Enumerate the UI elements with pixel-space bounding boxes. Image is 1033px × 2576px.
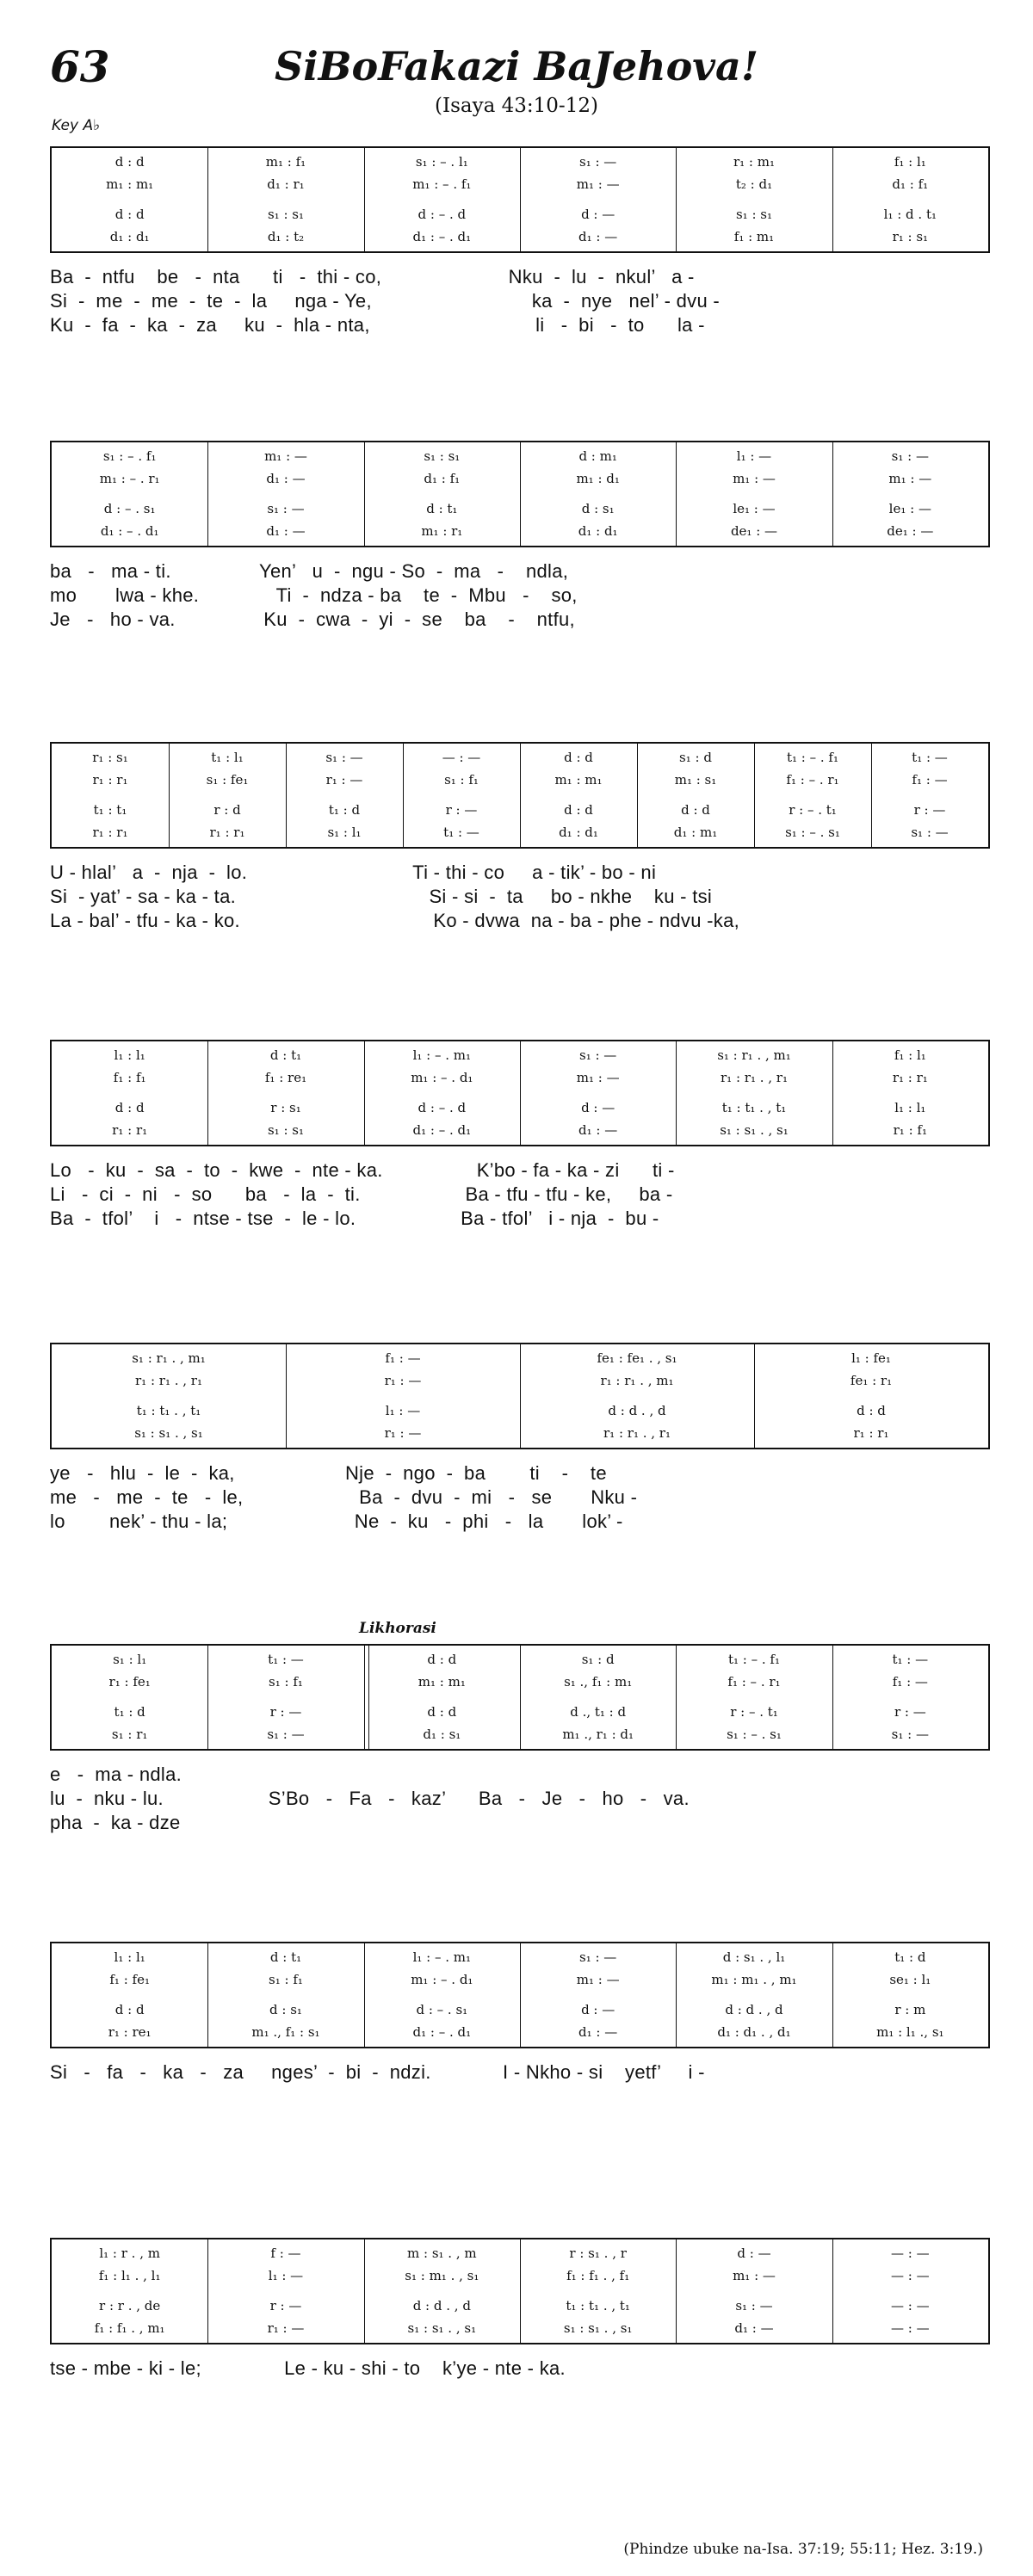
key-signature: Key A♭ [52,117,101,134]
measure-notes: de₁ : — [887,523,934,539]
measure-notes: s₁ : m₁ . , s₁ [405,2268,479,2283]
measure-notes: t₁ : d [894,1949,926,1965]
measure-notes: r₁ : r₁ [112,1122,148,1138]
measure-notes: r : d [213,802,241,818]
measure-notes: d₁ : s₁ [423,1727,461,1742]
measure-notes: t₁ : t₁ . , t₁ [566,2298,630,2313]
measure-notes: r₁ : r₁ [92,825,128,840]
measure-notes: d : m₁ [578,448,617,464]
measure-notes: d : d [114,2002,145,2017]
tonic-solfa-staff [50,1942,990,2048]
measure-notes: m₁ : – . r₁ [99,471,160,486]
measure-notes: m₁ : m₁ [106,176,154,192]
lyric-verse-2: Li - ci - ni - so ba - la - ti. Ba - tfu - tfu - ke, ba - [50,1183,673,1205]
measure-notes: s₁ : fe₁ [206,772,249,788]
measure-notes: — : — [891,2298,930,2313]
measure-notes: fe₁ : fe₁ . , s₁ [597,1350,677,1366]
measure-notes: d : d [857,1403,886,1418]
measure-notes: f₁ : f₁ [113,1070,146,1085]
measure-notes: d : s₁ [581,501,615,516]
music-system-7 [50,1942,990,2085]
measure-notes: m₁ : f₁ [265,154,306,170]
tonic-solfa-staff [50,2238,990,2344]
measure-notes: l₁ : – . m₁ [412,1047,472,1063]
measure-notes: s₁ : — [267,501,305,516]
measure-notes: d : s₁ [269,2002,302,2017]
measure-notes: s₁ : l₁ [327,825,362,840]
measure-notes: s₁ : s₁ [735,207,772,222]
lyric-verse-3: Ba - tfol’ i - ntse - tse - le - lo. Ba - tfol’ i - nja - bu - [50,1208,659,1229]
lyric-verse-3: Ku - fa - ka - za ku - hla - nta, li - bi - to la - [50,314,705,336]
measure-notes: l₁ : — [385,1403,421,1418]
measure-notes: r : — [894,1704,926,1720]
measure-notes: d₁ : — [578,2024,618,2040]
measure-notes: d : d . , d [412,2298,471,2313]
measure-notes: r₁ : m₁ [733,154,775,170]
lyrics [50,1763,990,1835]
measure-notes: s₁ : s₁ [267,207,304,222]
measure-notes: r₁ : r₁ [209,825,245,840]
measure-notes: t₁ : — [268,1652,304,1667]
measure-notes: s₁ : s₁ [267,1122,304,1138]
lyrics [50,1158,990,1231]
voice-line-4 [52,819,988,846]
lyric-verse-3: Je - ho - va. Ku - cwa - yi - se ba - ntfu, [50,608,575,630]
lyric-verse-1: U - hlal’ a - nja - lo. Ti - thi - co a - tik’ - bo - ni [50,862,657,883]
voice-line-2 [52,1669,988,1696]
voice-line-4 [52,224,988,250]
measure-notes: t₂ : d₁ [735,176,773,192]
measure-notes: d₁ : d₁ [559,825,598,840]
measure-notes: s₁ : d [679,750,712,765]
measure-notes: l₁ : r . , m [99,2246,160,2261]
measure-notes: r₁ : r₁ [892,1070,928,1085]
voice-line-4 [52,1721,988,1748]
measure-notes: m₁ : m₁ [418,1674,466,1690]
measure-notes: t₁ : d [328,802,361,818]
measure-notes: d₁ : d₁ [109,229,150,244]
measure-notes: d : d . , d [608,1403,666,1418]
measure-notes: r : — [269,2298,302,2313]
measure-notes: r₁ : s₁ [892,229,929,244]
measure-notes: f : — [270,2246,301,2261]
measure-notes: l₁ : l₁ [894,1100,926,1115]
measure-notes: f₁ : f₁ . , f₁ [566,2268,630,2283]
measure-notes: s₁ : — [911,825,949,840]
measure-notes: d : — [581,1100,615,1115]
lyrics [50,265,990,337]
measure-notes: s₁ : f₁ [269,1972,303,1987]
voice-line-2 [52,171,988,198]
measure-notes: s₁ : — [325,750,363,765]
measure-notes: m₁ : s₁ [674,772,717,788]
measure-notes: — : — [891,2268,930,2283]
measure-notes: d : – . d [418,1100,467,1115]
measure-notes: m₁ : d₁ [576,471,620,486]
measure-notes: d₁ : m₁ [673,825,718,840]
measure-notes: s₁ : r₁ . , m₁ [717,1047,791,1063]
lyric-verse-1: e - ma - ndla. [50,1764,182,1785]
measure-notes: f₁ : l₁ [894,154,926,170]
measure-notes: r₁ : — [384,1425,422,1441]
measure-notes: s₁ : r₁ [111,1727,148,1742]
measure-notes: m₁ : – . f₁ [412,176,472,192]
measure-notes: m₁ : – . d₁ [411,1070,473,1085]
measure-notes: r : — [445,802,478,818]
measure-notes: t₁ : t₁ . , t₁ [136,1403,201,1418]
measure-notes: r₁ : r₁ [853,1425,889,1441]
measure-notes: s₁ ., f₁ : m₁ [564,1674,633,1690]
measure-notes: r : — [913,802,946,818]
lyric-verse-2: Si - me - me - te - la nga - Ye, ka - nye nel’ - dvu - [50,290,721,312]
measure-notes: d : t₁ [269,1047,302,1063]
measure-notes: r₁ : fe₁ [108,1674,151,1690]
lyric-verse-1: Si - fa - ka - za nges’ - bi - ndzi. I - Nkho - si yetf’ i - [50,2061,705,2083]
tonic-solfa-staff [50,1343,990,1449]
music-system-1 [50,146,990,337]
measure-notes: f₁ : — [892,1674,928,1690]
measure-notes: m₁ : — [888,471,932,486]
measure-notes: r₁ : — [325,772,363,788]
measure-notes: f₁ : — [385,1350,421,1366]
measure-notes: f₁ : l₁ . , l₁ [98,2268,161,2283]
measure-notes: d₁ : f₁ [424,471,461,486]
music-system-6 [50,1644,990,1835]
measure-notes: r₁ : — [384,1373,422,1388]
measure-notes: s₁ : — [891,1727,929,1742]
measure-notes: m : s₁ . , m [407,2246,477,2261]
measure-notes: d : – . s₁ [103,501,156,516]
measure-notes: d₁ : – . d₁ [412,2024,472,2040]
measure-notes: r : s₁ [270,1100,301,1115]
measure-notes: m₁ : — [576,1972,620,1987]
measure-notes: s₁ : s₁ . , s₁ [563,2320,633,2336]
measure-notes: d : t₁ [426,501,458,516]
measure-notes: se₁ : l₁ [889,1972,931,1987]
measure-notes: d : — [737,2246,771,2261]
lyric-verse-1: ba - ma - ti. Yen’ u - ngu - So - ma - ndla, [50,560,569,582]
measure-notes: t₁ : — [892,1652,929,1667]
measure-notes: d : d [564,750,593,765]
scripture-reference: (Isaya 43:10-12) [435,95,598,117]
lyric-verse-1: Lo - ku - sa - to - kwe - nte - ka. K’bo - fa - ka - zi ti - [50,1159,675,1181]
measure-notes: r : – . t₁ [730,1704,778,1720]
measure-notes: d : d [114,1100,145,1115]
measure-notes: s₁ : – . f₁ [102,448,157,464]
voice-line-2 [52,466,988,492]
measure-notes: l₁ : l₁ [114,1047,145,1063]
measure-notes: s₁ : r₁ . , m₁ [132,1350,206,1366]
measure-notes: f₁ : – . r₁ [786,772,839,788]
measure-notes: f₁ : – . r₁ [727,1674,781,1690]
voice-line-2 [52,1967,988,1993]
measure-notes: r₁ : r₁ . , r₁ [135,1373,202,1388]
measure-notes: m₁ : — [576,176,620,192]
lyric-verse-2: mo lwa - khe. Ti - ndza - ba te - Mbu - so, [50,584,578,606]
music-system-4 [50,1040,990,1231]
measure-notes: d : d . , d [725,2002,783,2017]
lyric-verse-1: Ba - ntfu be - nta ti - thi - co, Nku - lu - nkul’ a - [50,266,695,287]
measure-notes: t₁ : – . f₁ [787,750,838,765]
measure-notes: r₁ : r₁ [92,772,128,788]
measure-notes: r₁ : re₁ [108,2024,152,2040]
measure-notes: d₁ : – . d₁ [100,523,159,539]
measure-notes: d : d [114,154,145,170]
lyric-verse-3: lo nek’ - thu - la; Ne - ku - phi - la lok’ - [50,1510,623,1532]
measure-notes: le₁ : — [888,501,931,516]
measure-notes: d₁ : — [266,471,306,486]
measure-notes: s₁ : s₁ . , s₁ [407,2320,477,2336]
measure-notes: s₁ : – . l₁ [415,154,468,170]
measure-notes: r₁ : r₁ . , m₁ [600,1373,674,1388]
measure-notes: d : d [427,1704,457,1720]
voice-line-4 [52,2019,988,2046]
measure-notes: f₁ : m₁ [733,229,775,244]
measure-notes: — : — [891,2320,930,2336]
measure-notes: m₁ : m₁ . , m₁ [711,1972,797,1987]
measure-notes: t₁ : l₁ [211,750,244,765]
measure-notes: r : – . t₁ [789,802,837,818]
song-number: 63 [50,41,110,92]
measure-notes: d : d [681,802,710,818]
measure-notes: f₁ : l₁ [894,1047,926,1063]
measure-notes: l₁ : — [268,2268,304,2283]
measure-notes: d₁ : t₂ [267,229,305,244]
measure-notes: s₁ : f₁ [444,772,479,788]
measure-notes: d : s₁ . , l₁ [722,1949,786,1965]
measure-notes: s₁ : f₁ [269,1674,303,1690]
measure-notes: r : s₁ . , r [569,2246,627,2261]
lyric-verse-2: Si - yat’ - sa - ka - ta. Si - si - ta bo - nkhe ku - tsi [50,886,713,907]
voice-line-4 [52,1117,988,1144]
measure-notes: r : m [894,2002,926,2017]
measure-notes: r₁ : s₁ [92,750,128,765]
measure-notes: — : — [891,2246,930,2261]
measure-notes: d₁ : – . d₁ [412,229,472,244]
measure-notes: m₁ ., f₁ : s₁ [251,2024,320,2040]
measure-notes: f₁ : f₁ . , m₁ [94,2320,165,2336]
measure-notes: d₁ : r₁ [267,176,305,192]
tonic-solfa-staff [50,1040,990,1146]
voice-line-2 [52,767,988,794]
measure-notes: d₁ : f₁ [892,176,929,192]
measure-notes: s₁ : s₁ . , s₁ [134,1425,203,1441]
measure-notes: l₁ : fe₁ [851,1350,891,1366]
measure-notes: l₁ : l₁ [114,1949,145,1965]
measure-notes: s₁ : — [579,1047,617,1063]
measure-notes: d : – . d [418,207,467,222]
measure-notes: r₁ : r₁ . , r₁ [721,1070,788,1085]
voice-line-4 [52,518,988,545]
tonic-solfa-staff [50,146,990,253]
measure-notes: d : – . s₁ [416,2002,468,2017]
measure-notes: m₁ ., r₁ : d₁ [562,1727,634,1742]
lyric-verse-1: tse - mbe - ki - le; Le - ku - shi - to k’ye - nte - ka. [50,2357,566,2379]
voice-line-2 [52,1065,988,1091]
measure-notes: d : — [581,207,615,222]
measure-notes: d₁ : d₁ [578,523,618,539]
measure-notes: m₁ : — [264,448,307,464]
measure-notes: f₁ : fe₁ [109,1972,150,1987]
footnote: (Phindze ubuke na-Isa. 37:19; 55:11; Hez. 3:19.) [623,2541,983,2558]
measure-notes: m₁ : – . d₁ [411,1972,473,1987]
measure-notes: s₁ : — [579,154,617,170]
tonic-solfa-staff [50,742,990,849]
song-title: SiBoFakazi BaJehova! [274,43,759,90]
lyrics [50,861,990,933]
measure-notes: d₁ : — [578,1122,618,1138]
measure-notes: d : t₁ [269,1949,302,1965]
measure-notes: r₁ : f₁ [893,1122,927,1138]
lyrics [50,559,990,632]
measure-notes: m₁ : — [576,1070,620,1085]
lyrics [50,1461,990,1534]
lyric-verse-3: pha - ka - dze [50,1812,181,1833]
measure-notes: r₁ : — [267,2320,305,2336]
measure-notes: s₁ : – . s₁ [785,825,840,840]
measure-notes: s₁ : — [579,1949,617,1965]
lyric-verse-3: La - bal’ - tfu - ka - ko. Ko - dvwa na - ba - phe - ndvu -ka, [50,910,740,931]
measure-notes: r : r . , de [99,2298,161,2313]
measure-notes: d ., t₁ : d [570,1704,627,1720]
measure-notes: r : — [269,1704,302,1720]
voice-line-4 [52,1420,988,1447]
voice-line-2 [52,2263,988,2289]
lyric-verse-1: ye - hlu - le - ka, Nje - ngo - ba ti - te [50,1462,607,1484]
measure-notes: f₁ : re₁ [264,1070,307,1085]
measure-notes: m₁ : — [733,2268,776,2283]
voice-line-4 [52,2315,988,2342]
lyric-verse-2: lu - nku - lu. S’Bo - Fa - kaz’ Ba - Je - ho - va. [50,1788,690,1809]
measure-notes: de₁ : — [730,523,778,539]
measure-notes: r₁ : r₁ . , r₁ [603,1425,671,1441]
measure-notes: d₁ : d₁ . , d₁ [717,2024,791,2040]
chorus-label: Likhorasi [359,1620,436,1637]
measure-notes: m₁ : r₁ [421,523,463,539]
music-system-8 [50,2238,990,2381]
measure-notes: d : d [114,207,145,222]
measure-notes: le₁ : — [733,501,776,516]
measure-notes: t₁ : t₁ . , t₁ [721,1100,787,1115]
measure-notes: d : d [564,802,593,818]
measure-notes: s₁ : — [735,2298,773,2313]
lyric-verse-2: me - me - te - le, Ba - dvu - mi - se Nku - [50,1486,638,1508]
measure-notes: l₁ : – . m₁ [412,1949,472,1965]
measure-notes: m₁ : l₁ ., s₁ [876,2024,944,2040]
measure-notes: t₁ : d [114,1704,145,1720]
measure-notes: d₁ : – . d₁ [412,1122,472,1138]
measure-notes: d : — [581,2002,615,2017]
voice-line-2 [52,1368,988,1394]
lyrics [50,2060,990,2085]
measure-notes: s₁ : — [891,448,929,464]
tonic-solfa-staff [50,1644,990,1751]
measure-notes: fe₁ : r₁ [850,1373,893,1388]
tonic-solfa-staff [50,441,990,547]
measure-notes: s₁ : — [267,1727,305,1742]
measure-notes: m₁ : m₁ [554,772,603,788]
measure-notes: f₁ : — [912,772,948,788]
measure-notes: s₁ : l₁ [113,1652,147,1667]
measure-notes: d₁ : — [266,523,306,539]
music-system-3 [50,742,990,933]
measure-notes: t₁ : t₁ [93,802,127,818]
measure-notes: — : — [442,750,481,765]
music-system-5 [50,1343,990,1534]
measure-notes: s₁ : s₁ . , s₁ [720,1122,789,1138]
measure-notes: l₁ : d . t₁ [883,207,937,222]
measure-notes: t₁ : — [912,750,948,765]
measure-notes: s₁ : – . s₁ [727,1727,782,1742]
measure-notes: d : d [427,1652,457,1667]
lyrics [50,2357,990,2381]
measure-notes: s₁ : s₁ [424,448,461,464]
measure-notes: s₁ : d [581,1652,615,1667]
measure-notes: t₁ : — [443,825,479,840]
measure-notes: t₁ : – . f₁ [727,1652,780,1667]
measure-notes: l₁ : — [736,448,772,464]
measure-notes: m₁ : — [733,471,776,486]
measure-notes: d₁ : — [578,229,618,244]
music-system-2 [50,441,990,632]
measure-notes: d₁ : — [734,2320,774,2336]
